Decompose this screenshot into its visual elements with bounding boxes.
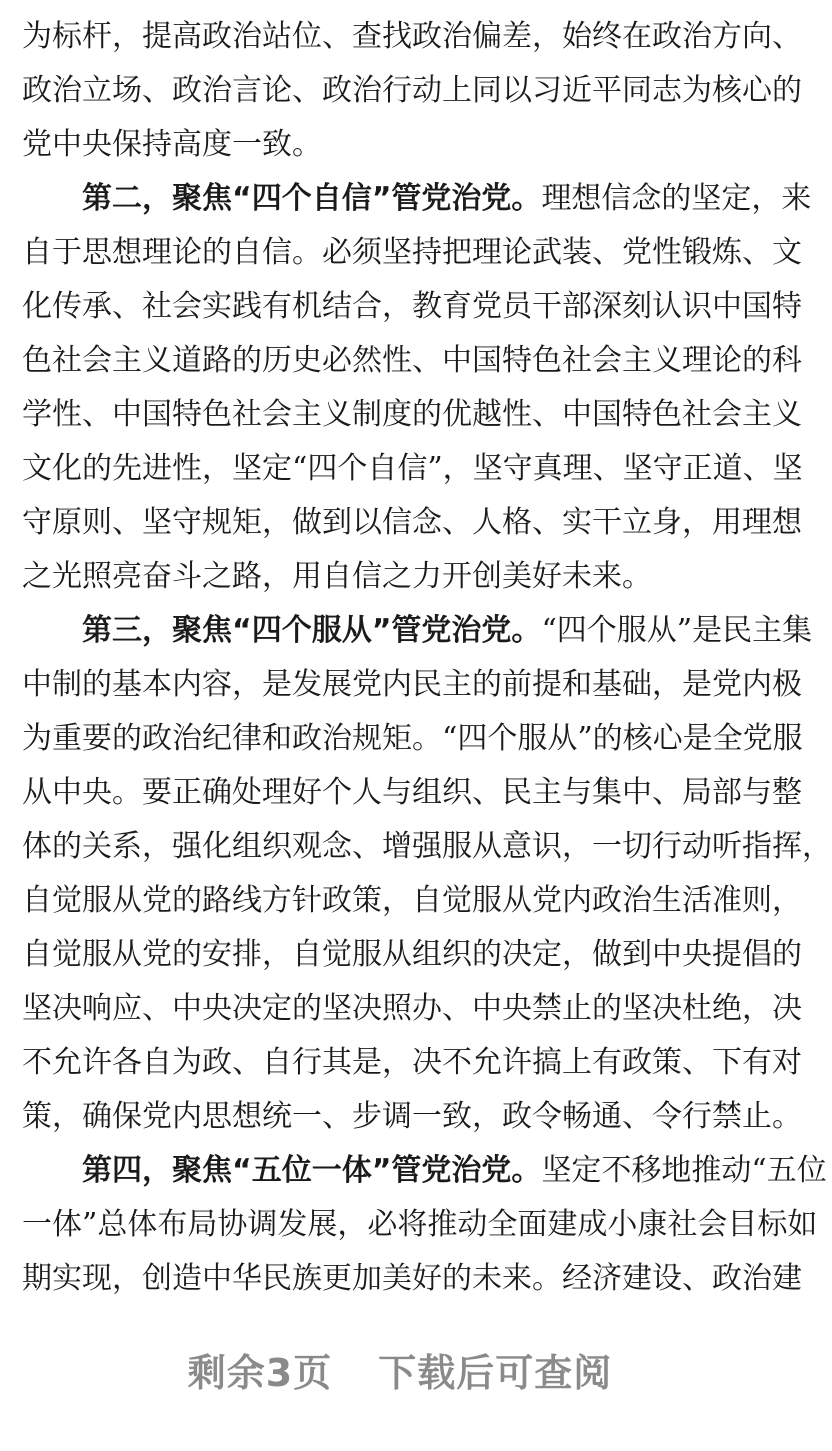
text-line	[22, 280, 802, 334]
text-line	[22, 388, 802, 442]
paragraph-first-line	[22, 1144, 827, 1198]
line-text: 策，确保党内思想统一、步调一致，政令畅通、令行禁止。	[22, 1099, 802, 1134]
text-line	[22, 658, 802, 712]
line-text: 期实现，创造中华民族更加美好的未来。经济建设、政治建	[22, 1261, 802, 1296]
paragraph-first-line	[22, 172, 812, 226]
text-line	[22, 874, 802, 928]
document-page	[22, 10, 832, 1306]
line-text: 不允许各自为政、自行其是，决不允许搞上有政策、下有对	[22, 1045, 802, 1080]
line-text: 中制的基本内容，是发展党内民主的前提和基础，是党内极	[22, 667, 802, 702]
text-line	[22, 712, 803, 766]
line-text: “四个服从”是民主集	[541, 613, 813, 648]
section-heading: 第二，聚焦“四个自信”管党治党。	[82, 181, 542, 216]
line-text: 体的关系，强化组织观念、增强服从意识，一切行动听指挥，	[22, 829, 832, 864]
line-text: 为重要的政治纪律和政治规矩。“四个服从”的核心是全党服	[22, 721, 803, 756]
line-text: 学性、中国特色社会主义制度的优越性、中国特色社会主义	[22, 397, 802, 432]
text-line	[22, 226, 802, 280]
line-text: 自觉服从党的安排，自觉服从组织的决定，做到中央提倡的	[22, 937, 802, 972]
download-prompt[interactable]	[0, 1342, 800, 1397]
text-line	[22, 928, 802, 982]
line-text: 守原则、坚守规矩，做到以信念、人格、实干立身，用理想	[22, 505, 802, 540]
line-text: 党中央保持高度一致。	[22, 127, 322, 162]
line-text: 为标杆，提高政治站位、查找政治偏差，始终在政治方向、	[22, 19, 802, 54]
text-line	[22, 1198, 818, 1252]
line-text: 理想信念的坚定，来	[541, 181, 812, 216]
text-line	[22, 64, 802, 118]
text-line	[22, 334, 802, 388]
text-line	[22, 496, 802, 550]
remaining-pages-label: 剩余3页	[187, 1351, 333, 1395]
section-heading: 第四，聚焦“五位一体”管党治党。	[82, 1153, 542, 1188]
line-text: 政治立场、政治言论、政治行动上同以习近平同志为核心的	[22, 73, 802, 108]
line-text: 化传承、社会实践有机结合，教育党员干部深刻认识中国特	[22, 289, 802, 324]
download-to-view-label[interactable]: 下载后可查阅	[378, 1351, 613, 1395]
line-text: 自觉服从党的路线方针政策，自觉服从党内政治生活准则，	[22, 883, 802, 918]
text-line	[22, 1090, 802, 1144]
line-text: 坚定不移地推动“五位	[541, 1153, 827, 1188]
text-line	[22, 982, 802, 1036]
line-text: 色社会主义道路的历史必然性、中国特色社会主义理论的科	[22, 343, 802, 378]
text-line	[22, 118, 778, 172]
text-line	[22, 820, 832, 874]
text-line	[22, 550, 778, 604]
paragraph-first-line	[22, 604, 813, 658]
line-text: 从中央。要正确处理好个人与组织、民主与集中、局部与整	[22, 775, 802, 810]
line-text: 自于思想理论的自信。必须坚持把理论武装、党性锻炼、文	[22, 235, 802, 270]
line-text: 坚决响应、中央决定的坚决照办、中央禁止的坚决杜绝，决	[22, 991, 802, 1026]
text-line	[22, 10, 802, 64]
text-line	[22, 442, 803, 496]
text-line	[22, 1252, 802, 1306]
text-line	[22, 766, 802, 820]
line-text: 一体”总体布局协调发展，必将推动全面建成小康社会目标如	[22, 1207, 818, 1242]
line-text: 文化的先进性，坚定“四个自信”，坚守真理、坚守正道、坚	[22, 451, 803, 486]
text-line	[22, 1036, 802, 1090]
section-heading: 第三，聚焦“四个服从”管党治党。	[82, 613, 542, 648]
line-text: 之光照亮奋斗之路，用自信之力开创美好未来。	[22, 559, 652, 594]
